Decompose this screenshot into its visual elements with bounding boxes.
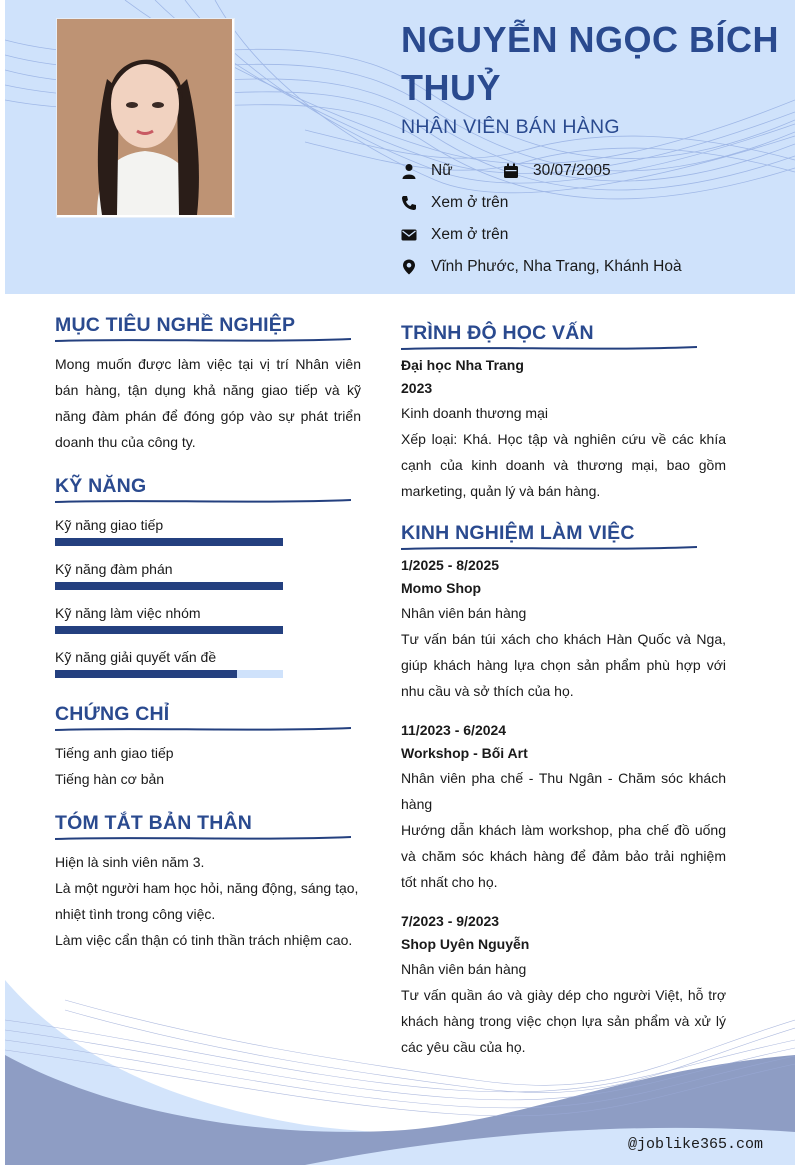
phone-icon (401, 195, 417, 211)
experience-company: Momo Shop (401, 580, 482, 596)
experience-role: Nhân viên pha chế - Thu Ngân - Chăm sóc khách hàng (401, 770, 726, 812)
summary-line: Làm việc cẩn thận có tinh thần trách nhiệm cao. (55, 932, 353, 948)
summary-line: Là một người ham học hỏi, năng động, sáng tạo, nhiệt tình trong công việc. (55, 880, 359, 922)
email-row (401, 226, 508, 244)
experience-company: Shop Uyên Nguyễn (401, 936, 530, 952)
gender-value: Nữ (431, 162, 453, 179)
experience-underline (401, 544, 697, 552)
objective-underline (55, 336, 351, 344)
skills-underline (55, 497, 351, 505)
skill-label: Kỹ năng giao tiếp (55, 517, 164, 533)
objective-title: MỤC TIÊU NGHỀ NGHIỆP (55, 314, 296, 336)
phone-row (401, 194, 508, 212)
experience-period: 11/2023 - 6/2024 (401, 722, 507, 738)
education-detail: Xếp loại: Khá. Học tập và nghiên cứu về các khía cạnh của kinh doanh và thương mại, bao gồm marketing, quản lý và bán hàng. (401, 431, 726, 499)
brand-watermark: @joblike365.com (627, 1136, 763, 1153)
skill-bar (55, 670, 283, 678)
education-title: TRÌNH ĐỘ HỌC VẤN (401, 322, 594, 344)
header (5, 0, 795, 294)
objective-text: Mong muốn được làm việc tại vị trí Nhân viên bán hàng, tận dụng khả năng giao tiếp và kỹ năng đàm phán để đóng góp vào sự phát triển doanh thu của công ty. (55, 356, 361, 450)
education-school: Đại học Nha Trang (401, 357, 524, 373)
education-major: Kinh doanh thương mại (401, 405, 548, 421)
skills-title: KỸ NĂNG (55, 475, 147, 497)
skill-bar (55, 626, 283, 634)
experience-period: 7/2023 - 9/2023 (401, 913, 500, 929)
certificate-item: Tiếng anh giao tiếp (55, 745, 174, 761)
address-row (401, 258, 682, 276)
skill-label: Kỹ năng giải quyết vấn đề (55, 649, 217, 665)
experience-company: Workshop - Bối Art (401, 745, 528, 761)
envelope-icon (401, 227, 417, 243)
experience-role: Nhân viên bán hàng (401, 961, 527, 977)
location-pin-icon (401, 259, 417, 275)
profile-photo (56, 18, 235, 218)
certificates-title: CHỨNG CHỈ (55, 703, 170, 725)
experience-title: KINH NGHIỆM LÀM VIỆC (401, 522, 635, 544)
dob-value: 30/07/2005 (533, 162, 611, 179)
skill-bar-fill (55, 582, 283, 590)
gender-row (401, 162, 453, 180)
skill-bar-fill (55, 670, 237, 678)
summary-line: Hiện là sinh viên năm 3. (55, 854, 205, 870)
full-name: NGUYỄN NGỌC BÍCH THUỶ (401, 19, 780, 108)
skill-bar-fill (55, 538, 283, 546)
email-value: Xem ở trên (431, 226, 509, 243)
education-underline (401, 344, 697, 352)
cv-page (5, 0, 795, 1165)
experience-desc: Tư vấn quần áo và giày dép cho người Việt, hỗ trợ khách hàng trong việc chọn lựa sản phẩm và xử lý các yêu cầu của họ. (401, 987, 726, 1055)
calendar-icon (503, 163, 519, 179)
certificates-underline (55, 725, 351, 733)
experience-period: 1/2025 - 8/2025 (401, 557, 500, 573)
experience-desc: Tư vấn bán túi xách cho khách Hàn Quốc và Nga, giúp khách hàng lựa chọn sản phẩm phù hợp với nhu cầu và sở thích của họ. (401, 631, 726, 699)
skill-bar (55, 582, 283, 590)
skill-bar (55, 538, 283, 546)
education-year: 2023 (401, 380, 433, 396)
job-title: NHÂN VIÊN BÁN HÀNG (401, 116, 620, 138)
experience-role: Nhân viên bán hàng (401, 605, 527, 621)
address-value: Vĩnh Phước, Nha Trang, Khánh Hoà (431, 258, 682, 275)
experience-desc: Hướng dẫn khách làm workshop, pha chế đồ uống và chăm sóc khách hàng để đảm bảo trải nghiệm tốt nhất cho họ. (401, 822, 726, 890)
skill-bar-fill (55, 626, 283, 634)
dob-row (503, 162, 611, 180)
user-icon (401, 163, 417, 179)
certificate-item: Tiếng hàn cơ bản (55, 771, 165, 787)
summary-title: TÓM TẮT BẢN THÂN (55, 812, 253, 834)
skill-label: Kỹ năng đàm phán (55, 561, 173, 577)
summary-underline (55, 834, 351, 842)
phone-value: Xem ở trên (431, 194, 509, 211)
skill-label: Kỹ năng làm việc nhóm (55, 605, 201, 621)
